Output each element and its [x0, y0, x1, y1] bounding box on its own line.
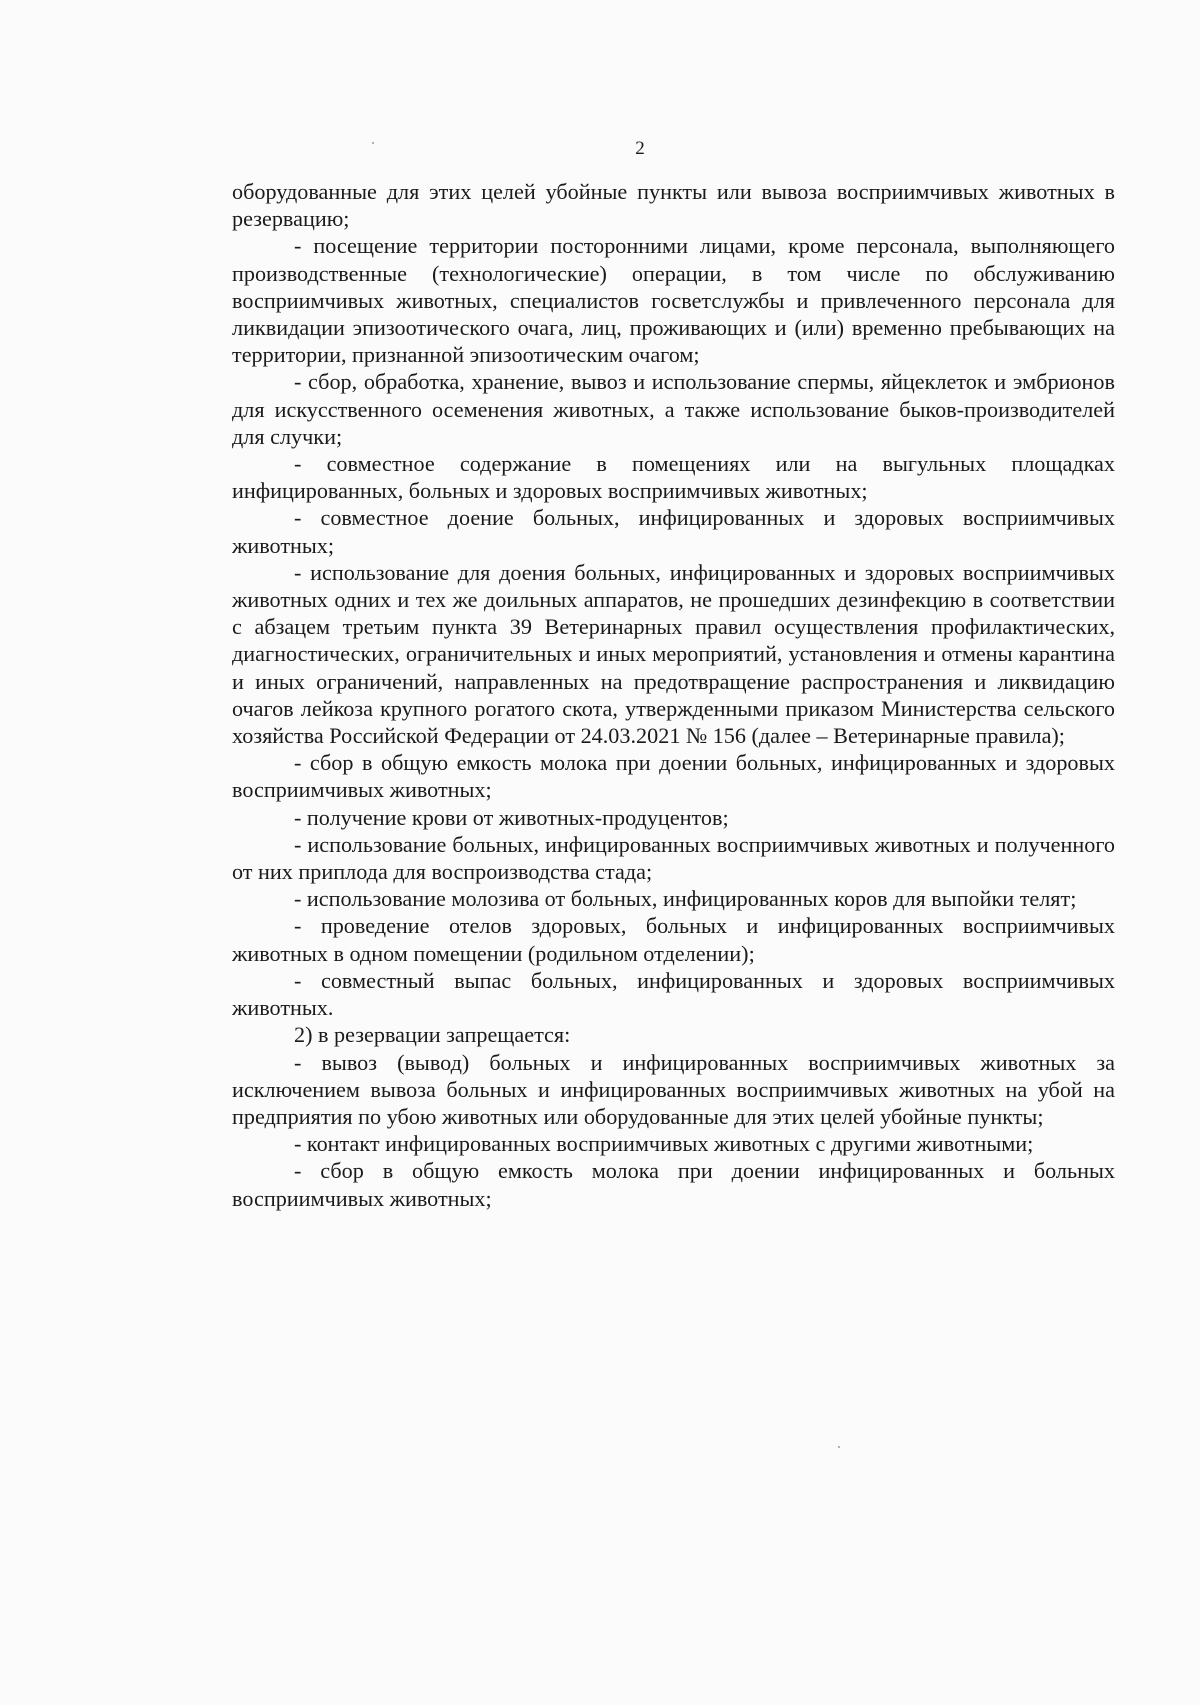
paragraph-5: - совместное доение больных, инфицированных и здоровых восприимчивых животных;	[232, 505, 1115, 558]
page-number: 2	[635, 138, 645, 159]
paragraph-8: - получение крови от животных-продуцентов;	[294, 804, 729, 830]
paragraph-16: - сбор в общую емкость молока при доении инфицированных и больных восприимчивых животных;	[232, 1158, 1115, 1211]
paragraph-7: - сбор в общую емкость молока при доении больных, инфицированных и здоровых восприимчивых животных;	[232, 750, 1115, 803]
paragraph-1: оборудованные для этих целей убойные пункты или вывоза восприимчивых животных в резервацию;	[232, 179, 1115, 232]
paragraph-6: - использование для доения больных, инфицированных и здоровых восприимчивых животных одних и тех же доильных аппаратов, не прошедших дезинфекцию в соответствии с абзацем третьим пункта 39 Ветеринарных правил осуществления профилактических, диагностических, ограничительных и иных мероприятий, установления и отмены карантина и иных ограничений, направленных на предотвращение распространения и ликвидацию очагов лейкоза крупного рогатого скота, утвержденными приказом Министерства сельского хозяйства Российской Федерации от 24.03.2021 № 156 (далее – Ветеринарные правила);	[232, 559, 1115, 749]
scan-speck	[838, 1446, 840, 1448]
scan-speck	[372, 142, 374, 144]
paragraph-15: - контакт инфицированных восприимчивых животных с другими животными;	[294, 1131, 1034, 1157]
paragraph-12: - совместный выпас больных, инфицированных и здоровых восприимчивых животных.	[232, 967, 1115, 1021]
document-body	[232, 178, 1115, 1212]
paragraph-9: - использование больных, инфицированных восприимчивых животных и полученного от них приплода для воспроизводства стада;	[232, 831, 1115, 885]
paragraph-14: - вывоз (вывод) больных и инфицированных восприимчивых животных за исключением вывоза больных и инфицированных восприимчивых животных на убой на предприятия по убою животных или оборудованные для этих целей убойные пункты;	[232, 1049, 1115, 1129]
paragraph-2: - посещение территории посторонними лицами, кроме персонала, выполняющего производственные (технологические) операции, в том числе по обслуживанию восприимчивых животных, специалистов госветслужбы и привлеченного персонала для ликвидации эпизоотического очага, лиц, проживающих и (или) временно пребывающих на территории, признанной эпизоотическим очагом;	[232, 233, 1115, 368]
paragraph-4: - совместное содержание в помещениях или на выгульных площадках инфицированных, больных и здоровых восприимчивых животных;	[232, 451, 1115, 504]
paragraph-10: - использование молозива от больных, инфицированных коров для выпойки телят;	[294, 886, 1077, 912]
paragraph-13: 2) в резервации запрещается:	[294, 1022, 571, 1048]
paragraph-3: - сбор, обработка, хранение, вывоз и использование спермы, яйцеклеток и эмбрионов для искусственного осеменения животных, а также использование быков-производителей для случки;	[232, 369, 1115, 449]
paragraph-11: - проведение отелов здоровых, больных и инфицированных восприимчивых животных в одном помещении (родильном отделении);	[232, 913, 1115, 966]
